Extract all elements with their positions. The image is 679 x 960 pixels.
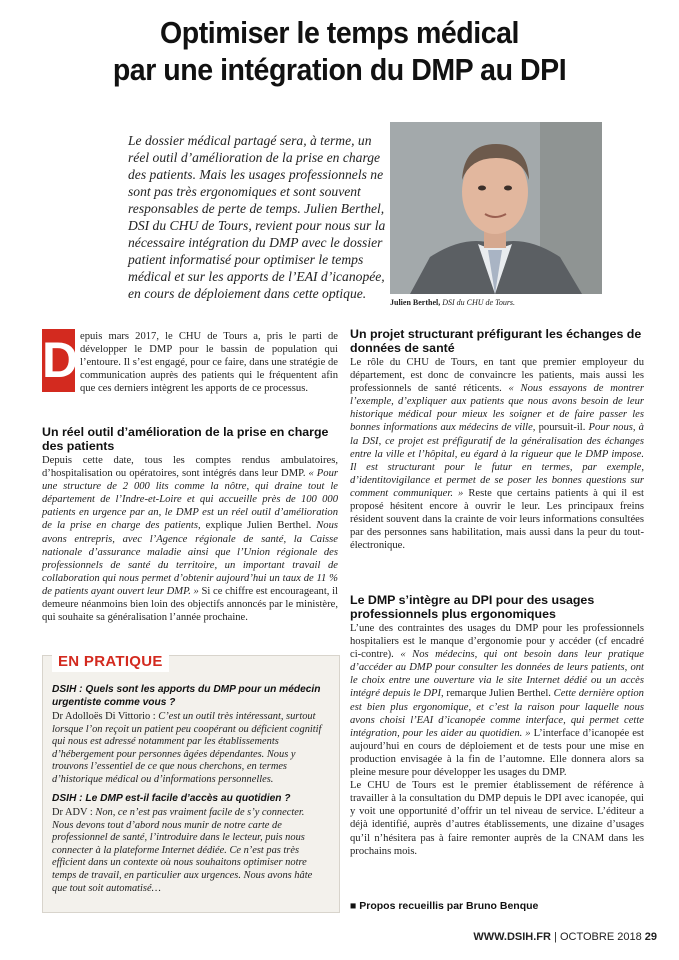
title-line-2: par une intégration du DMP au DPI bbox=[112, 52, 567, 87]
sidebar-question-2: DSIH : Le DMP est-il facile d’accès au quotidien ? bbox=[52, 792, 291, 804]
article-title bbox=[27, 14, 652, 88]
section-1-body: Depuis cette date, tous les comptes rendus ambulatoires, d’hospitalisation ou opératoires, sont intégrés dans leur DMP. « Pour une structure de 2 000 lits comme la nôtre, qui draine tout le département de l’Indre-et-Loire et qui accueille près de 100 000 patients en urgence par an, le DMP est un réel outil d’amélioration de la prise en charge des patients, explique Julien Berthel. Nous avons entrepris, avec l’Agence régionale de santé, la Caisse nationale d’assurance maladie ainsi que l’Union régionale des professionnels de santé du territoire, un important travail de collaboration qui nous permet d’obtenir aujourd’hui un taux de 11 % de patients ayant ouvert leur DMP. » Si ce chiffre est encourageant, il demeure néanmoins bien loin des objectifs annoncés par le ministère, qui souhaite sa généralisation l’année prochaine. bbox=[42, 455, 338, 624]
section-3-body: L’une des contraintes des usages du DMP pour les professionnels hospitaliers est le manque d’ergonomie pour y accéder (cf encadré ci-contre). « Nos médecins, qui ont besoin dans leur pratique d’accéder au DMP pour consulter les données de leurs patients, ont le choix entre une ouverture via le site Internet dédié ou un accès intégré depuis le DPI, remarque Julien Berthel. Cette dernière option est bien plus ergonomique, et c’est la raison pour laquelle nous avons choisi l’EAI d’icanopée comme interface, qui permet cette intégration, pour les aider au quotidien. » L’interface d’icanopée est aujourd’hui en cours de déploiement et de tests pour une mise en production envisagée à la fin de l’automne. Elle donnera alors sa pleine mesure pour développer les usages du DMP. Le CHU de Tours est le premier établissement de référence à travailler à la consultation du DMP depuis le DPI avec icanopée, qui y voit une opportunité d’offrir un tel niveau de service. L’éditeur a déjà identifié, auprès d’autres établissements, une dizaine d’usages qu’il n’hésitera pas à faire remonter auprès de la CNAM dans les prochains mois. bbox=[350, 623, 644, 857]
intro-text: Le dossier médical partagé sera, à terme, un réel outil d’amélioration de la prise en charge des patients. Mais les usages professionnels ne sont pas très ergonomiques et sont souvent responsables de perte de temps. Julien Berthel, DSI du CHU de Tours, revient pour nous sur la nécessaire intégration du DMP avec le dossier patient informatisé pour optimiser le temps médical et sur les apports de l’EAI d’icanopée, en cours de déploiement dans cette optique. bbox=[128, 133, 386, 301]
drop-cap: D bbox=[42, 329, 75, 392]
page-footer bbox=[473, 931, 657, 943]
section-heading-1: Un réel outil d’amélioration de la prise en charge des patients bbox=[42, 425, 329, 453]
author-signature: ■ Propos recueillis par Bruno Benque bbox=[350, 900, 539, 912]
sidebar-tag: EN PRATIQUE bbox=[52, 652, 169, 672]
sidebar-content: DSIH : Quels sont les apports du DMP pour un médecin urgentiste comme vous ? Dr Adolloës Di Vittorio : C’est un outil très intéressant, surtout lorsque l’on reçoit un patient peu coopérant ou déficient cognitif qui nous est adressé notamment par les établissements d’hébergement pour personnes âgées dépendantes. Nous y trouvons l’essentiel de ce que nous cherchons, en termes d’historique médical ou d’informations personnelles. DSIH : Le DMP est-il facile d’accès au quotidien ? Dr ADV : Non, ce n’est pas vraiment facile de s’y connecter. Nous devons tout d’abord nous munir de notre carte de professionnel de santé, l’introduire dans le lecteur, puis nous connecter à la plateforme Internet dédiée. Ce n’est pas très efficient dans un contexte où nous souhaitons optimiser notre temps de travail, en particulier aux urgences. Nous avons hâte que tout soit automatisé… bbox=[52, 684, 328, 895]
footer-site: WWW.DSIH.FR bbox=[473, 931, 551, 943]
portrait-illustration bbox=[390, 122, 602, 294]
section-heading-2: Un projet structurant préfigurant les échanges de données de santé bbox=[350, 327, 642, 355]
lead-paragraph-top: epuis mars 2017, le CHU de Tours a, pris le parti de développer le DMP pour le bassin de population qui l’entoure. Il s’est engagé, pour ce faire, dans une stratégie de communication auprès des patients qui le fréquentent afin que ces derniers intègrent les apports de ce processus. bbox=[80, 331, 338, 395]
page-number: 29 bbox=[644, 931, 657, 943]
photo-caption: Julien Berthel, DSI du CHU de Tours. bbox=[390, 298, 516, 307]
portrait-photo bbox=[390, 122, 602, 294]
section-heading-3: Le DMP s’intègre au DPI pour des usages professionnels plus ergonomiques bbox=[350, 593, 595, 621]
section-2-body: Le rôle du CHU de Tours, en tant que premier employeur du département, est donc de convaincre les patients, mais aussi les professionnels de santé réticents. « Nous essayons de montrer l’exemple, d’expliquer aux patients que nous avons besoin de leur historique médical pour mieux les soigner et de faire passer les bonnes informations aux médecins de ville, poursuit-il. Pour nous, à la DSI, ce projet est préfiguratif de la généralisation des échanges entre la ville et l’hôpital, eu égard à la rigueur que le DMP impose. Il est structurant pour le futur en termes, par exemple, d’identitovigilance et permet de se poser les bonnes questions sur comment communiquer. » Reste que certains patients à qui il est proposé hésitent encore à ouvrir le leur. Les principaux freins résident souvent dans la crainte de voir leurs informations consultées par des personnes sans habilitation, mais aussi dans la peur du tout-électronique. bbox=[350, 357, 644, 552]
title-line-1: Optimiser le temps médical bbox=[160, 15, 519, 50]
sidebar-question-1: DSIH : Quels sont les apports du DMP pour un médecin urgentiste comme vous ? bbox=[52, 684, 321, 708]
footer-issue: | OCTOBRE 2018 bbox=[554, 931, 642, 943]
